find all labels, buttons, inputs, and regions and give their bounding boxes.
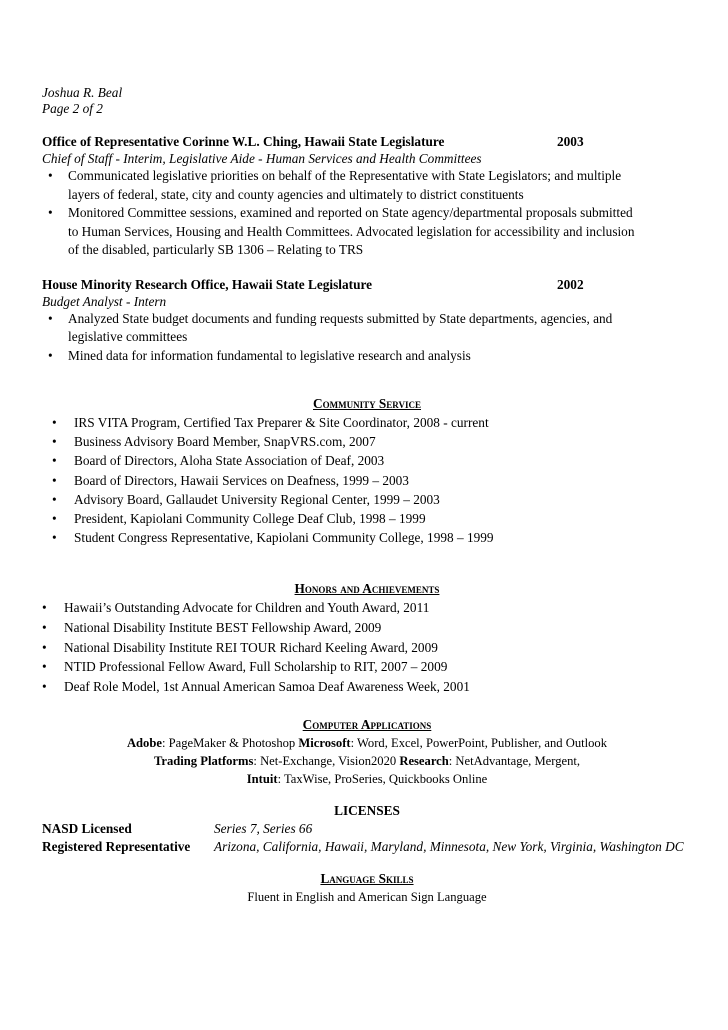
computer-label: Research	[399, 754, 449, 769]
job-year: 2003	[557, 134, 584, 149]
license-row	[42, 838, 692, 856]
list-item	[42, 509, 692, 528]
license-row	[42, 820, 692, 838]
list-item-text: National Disability Institute BEST Fellowship Award, 2009	[64, 620, 382, 636]
bullet-line: of the disabled, particularly SB 1306 – Relating to TRS	[68, 242, 364, 257]
bullet-icon: •	[52, 530, 57, 546]
list-item-text: Hawaii’s Outstanding Advocate for Children and Youth Award, 2011	[64, 600, 430, 616]
community-service-heading: Community Service	[312, 396, 421, 411]
list-item	[42, 528, 692, 547]
license-value: Series 7, Series 66	[214, 821, 313, 837]
resume-page	[42, 85, 692, 906]
list-item-text: Student Congress Representative, Kapiolani Community College, 1998 – 1999	[74, 530, 494, 546]
list-item-text: National Disability Institute REI TOUR Richard Keeling Award, 2009	[64, 639, 438, 655]
bullet-icon: •	[52, 491, 57, 507]
job-role: Chief of Staff - Interim, Legislative Aide - Human Services and Health Committees	[42, 151, 482, 166]
computer-label: Intuit	[246, 772, 278, 787]
list-item	[42, 490, 692, 509]
bullet-line: to Human Services, Housing and Health Committees. Advocated legislation for accessibility and inclusion	[68, 223, 635, 239]
bullet-icon: •	[48, 168, 53, 183]
bullet-icon: •	[48, 205, 53, 220]
list-item	[42, 432, 692, 451]
list-item	[42, 618, 692, 638]
job-bullets	[42, 310, 692, 366]
bullet-icon: •	[52, 511, 57, 527]
job-bullets	[42, 167, 692, 260]
bullet-line: legislative committees	[68, 329, 188, 344]
job-role: Budget Analyst - Intern	[42, 293, 167, 309]
bullet-icon: •	[52, 472, 57, 488]
job-entry	[42, 133, 692, 260]
list-item	[42, 204, 692, 260]
license-value: Arizona, California, Hawaii, Maryland, Minnesota, New York, Virginia, Washington DC	[214, 839, 684, 855]
list-item-text: Business Advisory Board Member, SnapVRS.com, 2007	[74, 434, 376, 450]
bullet-icon: •	[42, 600, 47, 616]
list-item	[42, 677, 692, 697]
bullet-line: layers of federal, state, city and county agencies and ultimately to district constituents	[68, 186, 524, 202]
bullet-line: Mined data for information fundamental to legislative research and analysis	[68, 347, 471, 363]
computer-label: Microsoft	[298, 736, 351, 751]
list-item-text: Deaf Role Model, 1st Annual American Samoa Deaf Awareness Week, 2001	[64, 678, 470, 694]
list-item	[42, 657, 692, 677]
list-item-text: Board of Directors, Aloha State Association of Deaf, 2003	[74, 453, 385, 469]
bullet-icon: •	[42, 678, 47, 694]
computer-line-trading	[42, 752, 692, 770]
bullet-icon: •	[52, 453, 57, 469]
header-name: Joshua R. Beal	[42, 85, 123, 100]
bullet-line: Analyzed State budget documents and funding requests submitted by State departments, agencies, and	[68, 310, 613, 326]
computer-line-intuit	[42, 770, 692, 788]
job-title-row	[42, 133, 692, 151]
list-item	[42, 451, 692, 470]
computer-text: : Word, Excel, PowerPoint, Publisher, and Outlook	[350, 736, 608, 751]
bullet-icon: •	[48, 310, 53, 326]
computer-applications-heading: Computer Applications	[302, 717, 432, 733]
list-item	[42, 167, 692, 204]
computer-text: : PageMaker & Photoshop	[161, 736, 299, 751]
bullet-line: Monitored Committee sessions, examined and reported on State agency/departmental proposals submitted	[68, 205, 633, 220]
computer-text: : NetAdvantage, Mergent,	[448, 754, 581, 769]
list-item-text: NTID Professional Fellow Award, Full Scholarship to RIT, 2007 – 2009	[64, 659, 448, 675]
language-skills-heading: Language Skills	[320, 871, 414, 887]
job-year: 2002	[557, 276, 584, 292]
header-page-number: Page 2 of 2	[42, 101, 103, 116]
computer-label: Trading Platforms	[153, 754, 254, 769]
list-item	[42, 347, 692, 366]
bullet-icon: •	[48, 347, 53, 363]
bullet-line: Communicated legislative priorities on behalf of the Representative with State Legislators; and multiple	[68, 168, 622, 183]
job-title-row	[42, 276, 692, 294]
list-item	[42, 471, 692, 490]
bullet-icon: •	[42, 659, 47, 675]
bullet-icon: •	[52, 434, 57, 450]
list-item-text: Board of Directors, Hawaii Services on Deafness, 1999 – 2003	[74, 472, 409, 488]
community-service-list	[42, 413, 692, 547]
list-item-text: Advisory Board, Gallaudet University Regional Center, 1999 – 2003	[74, 491, 440, 507]
computer-line-adobe	[42, 734, 692, 752]
job-entry	[42, 276, 692, 366]
list-item-text: President, Kapiolani Community College Deaf Club, 1998 – 1999	[74, 511, 426, 527]
honors-list	[42, 598, 692, 696]
licenses-heading: LICENSES	[334, 803, 400, 819]
job-organization: House Minority Research Office, Hawaii State Legislature	[42, 276, 373, 292]
list-item	[42, 413, 692, 432]
list-item	[42, 638, 692, 658]
list-item	[42, 310, 692, 347]
language-skills-text: Fluent in English and American Sign Language	[247, 890, 487, 905]
list-item-text: IRS VITA Program, Certified Tax Preparer & Site Coordinator, 2008 - current	[74, 415, 489, 430]
job-organization: Office of Representative Corinne W.L. Ching, Hawaii State Legislature	[42, 134, 445, 149]
computer-text: : Net-Exchange, Vision2020	[253, 754, 400, 769]
bullet-icon: •	[42, 620, 47, 636]
license-label: NASD Licensed	[42, 821, 132, 837]
honors-heading: Honors and Achievements	[294, 581, 440, 597]
computer-text: : TaxWise, ProSeries, Quickbooks Online	[277, 772, 488, 787]
bullet-icon: •	[42, 639, 47, 655]
license-label: Registered Representative	[42, 839, 191, 855]
bullet-icon: •	[52, 415, 57, 430]
list-item	[42, 598, 692, 618]
computer-label: Adobe	[126, 736, 162, 751]
